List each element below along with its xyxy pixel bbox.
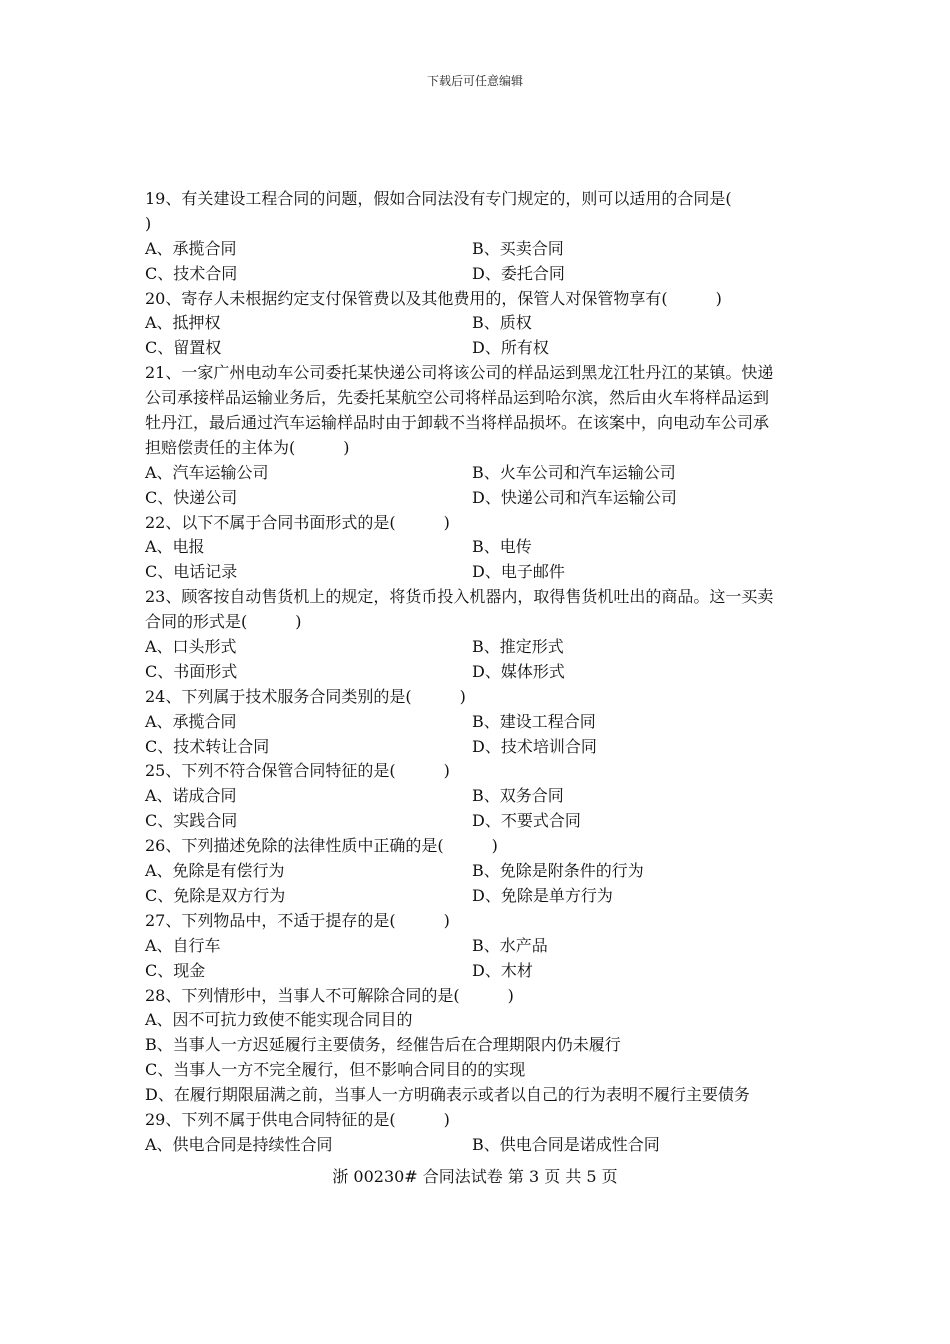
- page-header: 下载后可任意编辑: [426, 74, 523, 88]
- question: [145, 1108, 815, 1158]
- option: A、承揽合同: [145, 711, 237, 731]
- question-stem: 24、下列属于技术服务合同类别的是( ): [145, 686, 466, 706]
- question-stem: 27、下列物品中，不适于提存的是( ): [145, 910, 450, 930]
- option: B、火车公司和汽车运输公司: [472, 462, 676, 482]
- option-row: [145, 710, 815, 735]
- option-row: [145, 735, 815, 760]
- option: A、口头形式: [145, 637, 237, 657]
- option: C、书面形式: [145, 661, 238, 681]
- option: D、电子邮件: [472, 562, 565, 582]
- option: B、当事人一方迟延履行主要债务，经催告后在合理期限内仍未履行: [145, 1035, 621, 1055]
- question-stem: 合同的形式是( ): [145, 612, 302, 632]
- option: D、在履行期限届满之前，当事人一方明确表示或者以自己的行为表明不履行主要债务: [145, 1085, 750, 1105]
- option: C、快递公司: [145, 487, 238, 507]
- option: C、实践合同: [145, 811, 238, 831]
- option: C、留置权: [145, 338, 222, 358]
- option: D、媒体形式: [472, 661, 565, 681]
- option-row: [145, 1033, 815, 1058]
- option-row: [145, 1058, 815, 1083]
- option: B、双务合同: [472, 786, 564, 806]
- page-footer: 浙 00230# 合同法试卷 第 3 页 共 5 页: [332, 1167, 618, 1186]
- question: [145, 909, 815, 984]
- option-row: [145, 884, 815, 909]
- question-stem: 21、一家广州电动车公司委托某快递公司将该公司的样品运到黑龙江牡丹江的某镇。快递: [145, 363, 774, 383]
- question-stem: 29、下列不属于供电合同特征的是( ): [145, 1109, 450, 1129]
- option-row: [145, 859, 815, 884]
- option-row: [145, 486, 815, 511]
- option: A、供电合同是持续性合同: [145, 1134, 333, 1154]
- option-row: [145, 1008, 815, 1033]
- question-stem: ): [145, 213, 152, 233]
- option-row: [145, 336, 815, 361]
- option-row: [145, 1133, 815, 1158]
- option: B、免除是附条件的行为: [472, 861, 644, 881]
- question-stem: 公司承接样品运输业务后，先委托某航空公司将样品运到哈尔滨，然后由火车将样品运到: [145, 388, 770, 408]
- option: A、抵押权: [145, 313, 221, 333]
- question: [145, 585, 815, 685]
- option-row: [145, 311, 815, 336]
- option: D、所有权: [472, 338, 549, 358]
- option: A、免除是有偿行为: [145, 861, 285, 881]
- question: [145, 759, 815, 834]
- option-row: [145, 461, 815, 486]
- option: D、木材: [472, 960, 533, 980]
- option: C、电话记录: [145, 562, 238, 582]
- question-stem: 牡丹江，最后通过汽车运输样品时由于卸载不当将样品损坏。在该案中，向电动车公司承: [145, 413, 770, 433]
- option: D、免除是单方行为: [472, 885, 613, 905]
- question: [145, 287, 815, 362]
- question: [145, 984, 815, 1108]
- option: A、汽车运输公司: [145, 462, 269, 482]
- question-stem: 28、下列情形中，当事人不可解除合同的是( ): [145, 985, 514, 1005]
- option: B、供电合同是诺成性合同: [472, 1134, 660, 1154]
- question: [145, 834, 815, 909]
- option: D、快递公司和汽车运输公司: [472, 487, 677, 507]
- question-stem: 19、有关建设工程合同的问题，假如合同法没有专门规定的，则可以适用的合同是(: [145, 189, 732, 208]
- option-row: [145, 809, 815, 834]
- option: B、建设工程合同: [472, 711, 596, 731]
- option-row: [145, 959, 815, 984]
- option: A、诺成合同: [145, 786, 237, 806]
- question: [145, 187, 815, 287]
- question-stem: 26、下列描述免除的法律性质中正确的是( ): [145, 836, 498, 856]
- question: [145, 511, 815, 586]
- option: B、电传: [472, 537, 532, 557]
- option-row: [145, 660, 815, 685]
- question-stem: 25、下列不符合保管合同特征的是( ): [145, 761, 450, 781]
- option: D、不要式合同: [472, 811, 581, 831]
- question-stem: 20、寄存人未根据约定支付保管费以及其他费用的，保管人对保管物享有( ): [145, 288, 722, 308]
- question-list: [145, 187, 815, 1158]
- question-stem: 担赔偿责任的主体为( ): [145, 437, 350, 457]
- option: C、免除是双方行为: [145, 885, 286, 905]
- option-row: [145, 262, 815, 287]
- option: A、电报: [145, 537, 205, 557]
- option: A、自行车: [145, 935, 221, 955]
- option: C、现金: [145, 960, 206, 980]
- option-row: [145, 1083, 815, 1108]
- option: C、技术合同: [145, 263, 238, 283]
- question-stem: 22、以下不属于合同书面形式的是( ): [145, 512, 450, 532]
- option: A、承揽合同: [145, 238, 237, 258]
- question-stem: 23、顾客按自动售货机上的规定，将货币投入机器内，取得售货机吐出的商品。这一买卖: [145, 587, 774, 607]
- question: [145, 361, 815, 510]
- option-row: [145, 784, 815, 809]
- option: B、质权: [472, 313, 532, 333]
- option-row: [145, 560, 815, 585]
- option-row: [145, 934, 815, 959]
- option: B、买卖合同: [472, 238, 564, 258]
- option: A、因不可抗力致使不能实现合同目的: [145, 1010, 413, 1030]
- option-row: [145, 635, 815, 660]
- option-row: [145, 237, 815, 262]
- option: B、水产品: [472, 935, 548, 955]
- option: D、委托合同: [472, 263, 565, 283]
- option: D、技术培训合同: [472, 736, 597, 756]
- option: C、技术转让合同: [145, 736, 270, 756]
- question: [145, 685, 815, 760]
- option-row: [145, 535, 815, 560]
- option: B、推定形式: [472, 637, 564, 657]
- option: C、当事人一方不完全履行，但不影响合同目的的实现: [145, 1060, 526, 1080]
